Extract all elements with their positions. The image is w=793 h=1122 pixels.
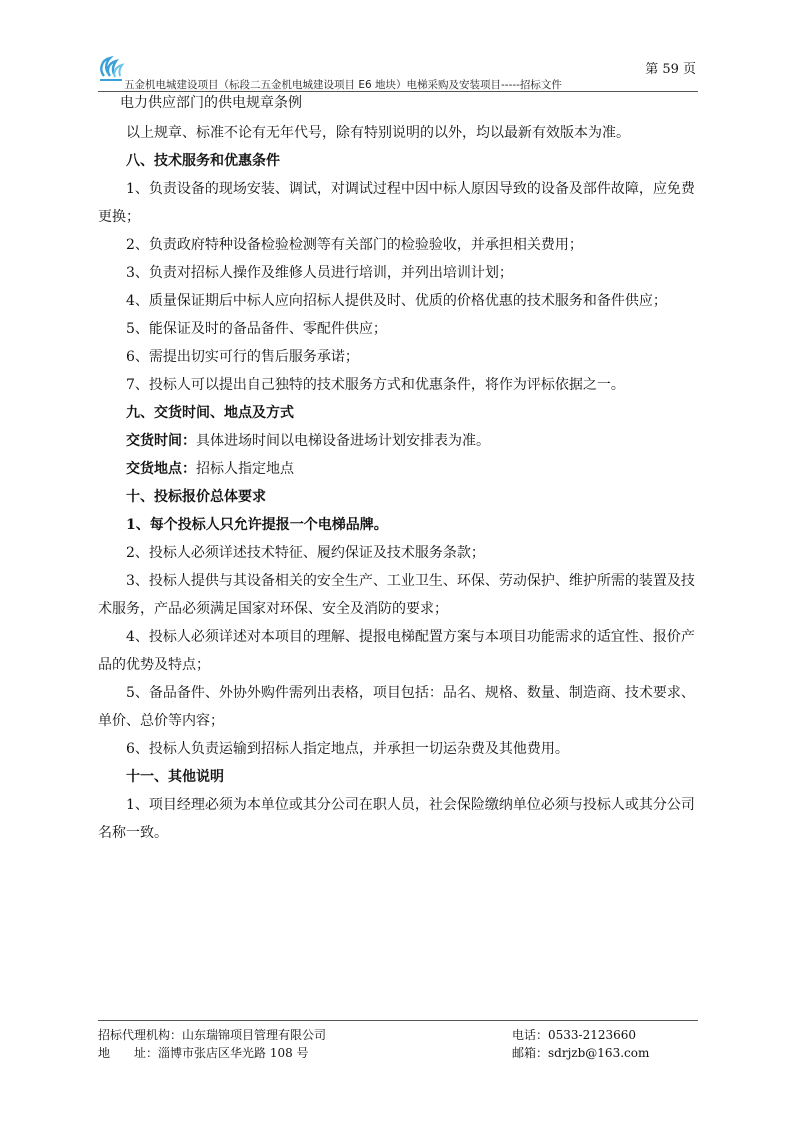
list-item: 1、负责设备的现场安装、调试，对调试过程中因中标人原因导致的设备及部件故障，应免费	[126, 181, 695, 197]
company-logo-swirl-icon	[98, 54, 126, 84]
footer-divider	[98, 1020, 698, 1021]
footer-address: 地 址：淄博市张店区华光路 108 号	[98, 1046, 309, 1060]
page-header	[98, 52, 698, 92]
list-item: 4、投标人必须详述对本项目的理解、提报电梯配置方案与本项目功能需求的适宜性、报价产	[126, 629, 695, 645]
delivery-time	[126, 430, 490, 450]
body-line: 电力供应部门的供电规章条例	[120, 95, 302, 111]
section-heading-11: 十一、其他说明	[126, 769, 224, 785]
list-item: 1、项目经理必须为本单位或其分公司在职人员，社会保险缴纳单位必须与投标人或其分公司	[126, 797, 695, 813]
section-heading-10: 十、投标报价总体要求	[126, 489, 266, 505]
list-item-continuation: 品的优势及特点；	[98, 657, 210, 673]
list-item: 6、投标人负责运输到招标人指定地点，并承担一切运杂费及其他费用。	[126, 741, 569, 757]
delivery-time-value: 具体进场时间以电梯设备进场计划安排表为准。	[196, 433, 490, 449]
footer-phone: 电话：0533-2123660	[512, 1028, 637, 1042]
list-item: 2、投标人必须详述技术特征、履约保证及技术服务条款；	[126, 545, 485, 561]
list-item: 5、能保证及时的备品备件、零配件供应；	[126, 321, 387, 337]
delivery-time-label: 交货时间：	[126, 433, 196, 449]
list-item: 1、每个投标人只允许提报一个电梯品牌。	[126, 517, 388, 533]
delivery-place-value: 招标人指定地点	[196, 461, 294, 477]
footer-email: 邮箱：sdrjzb@163.com	[512, 1046, 650, 1060]
body-line: 以上规章、标准不论有无年代号，除有特别说明的以外，均以最新有效版本为准。	[126, 125, 630, 141]
section-heading-8: 八、技术服务和优惠条件	[126, 153, 280, 169]
list-item: 2、负责政府特种设备检验检测等有关部门的检验验收，并承担相关费用；	[126, 237, 583, 253]
page-number: 第 59 页	[645, 62, 696, 77]
list-item: 5、备品备件、外协外购件需列出表格，项目包括：品名、规格、数量、制造商、技术要求、	[126, 685, 695, 701]
delivery-place	[126, 458, 294, 478]
section-heading-9: 九、交货时间、地点及方式	[126, 405, 294, 421]
document-header-title: 五金机电城建设项目（标段二五金机电城建设项目 E6 地块）电梯采购及安装项目-----招标文件	[124, 79, 562, 91]
list-item-continuation: 单价、总价等内容；	[98, 713, 224, 729]
list-item: 7、投标人可以提出自己独特的技术服务方式和优惠条件，将作为评标依据之一。	[126, 377, 625, 393]
list-item: 4、质量保证期后中标人应向招标人提供及时、优质的价格优惠的技术服务和备件供应；	[126, 293, 667, 309]
list-item-continuation: 更换；	[98, 209, 140, 225]
list-item: 3、负责对招标人操作及维修人员进行培训，并列出培训计划；	[126, 265, 513, 281]
footer-agency: 招标代理机构：山东瑞锦项目管理有限公司	[98, 1028, 327, 1042]
list-item: 6、需提出切实可行的售后服务承诺；	[126, 349, 359, 365]
list-item-continuation: 名称一致。	[98, 825, 168, 841]
list-item-continuation: 术服务，产品必须满足国家对环保、安全及消防的要求；	[98, 601, 448, 617]
delivery-place-label: 交货地点：	[126, 461, 196, 477]
list-item: 3、投标人提供与其设备相关的安全生产、工业卫生、环保、劳动保护、维护所需的装置及技	[126, 573, 695, 589]
